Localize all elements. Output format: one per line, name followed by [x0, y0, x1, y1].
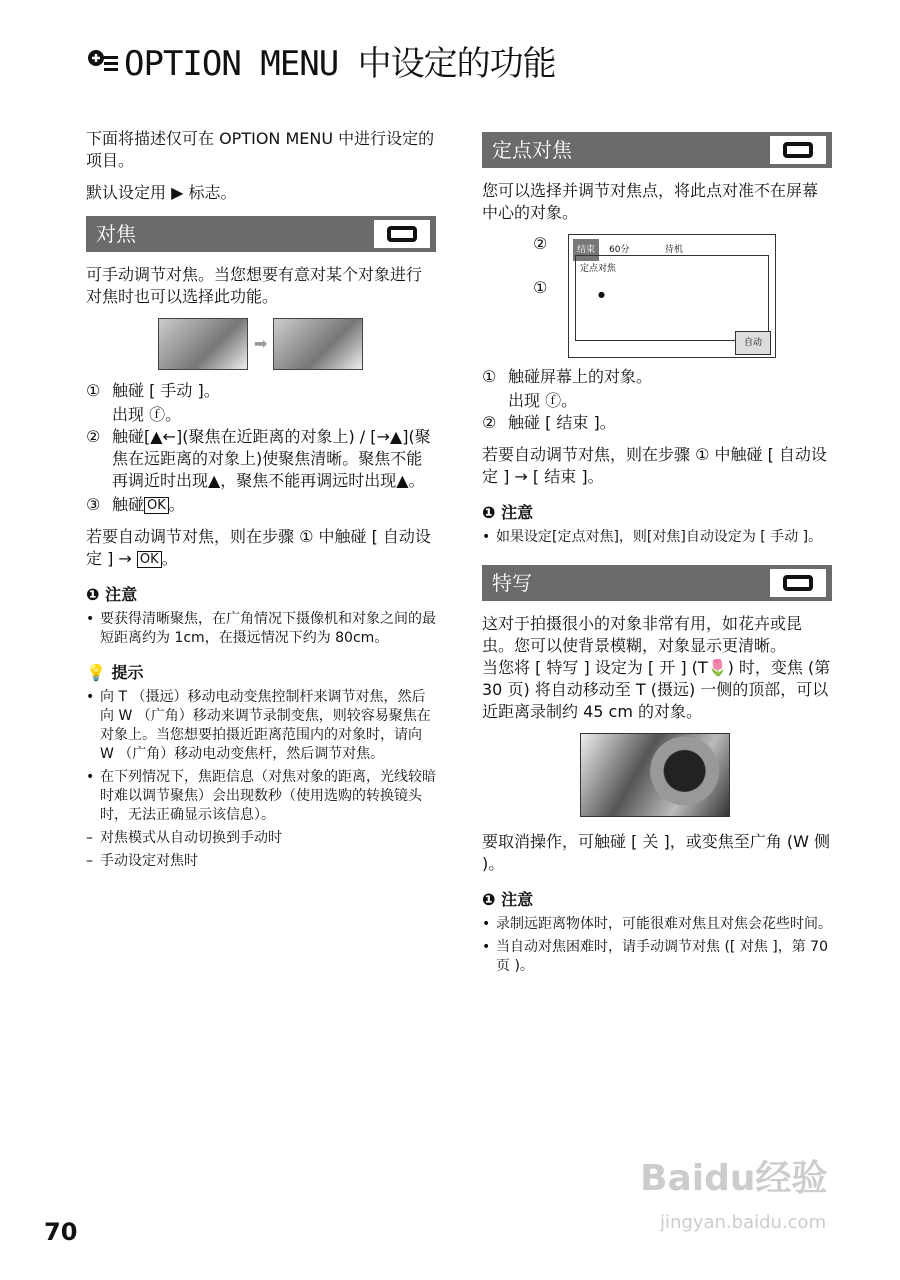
watermark-logo: Baidu经验	[640, 1158, 828, 1199]
end-button[interactable]: 结束	[573, 239, 599, 261]
note-heading: ❶ 注意	[86, 585, 138, 604]
page-title: OPTION MENU 中设定的功能	[86, 36, 556, 85]
arrow-icon: ➡	[254, 334, 268, 353]
photo-after	[273, 318, 363, 370]
ok-button[interactable]: OK	[144, 497, 169, 514]
lightbulb-icon: 💡	[86, 663, 112, 682]
ok-button[interactable]: OK	[137, 551, 162, 568]
butterfly-photo	[580, 733, 730, 817]
section-header-focus: 对焦	[86, 216, 436, 252]
camera-mode-icon	[770, 569, 826, 597]
tip-heading: 💡 提示	[86, 663, 144, 682]
section-header-tele-macro: 特写	[482, 565, 832, 601]
lcd-screen-diagram: ② ① 结束 60分 待机 定点对焦 ● 自动	[568, 234, 776, 358]
step-3: ③ 触碰 OK 。	[86, 495, 185, 514]
camera-mode-icon	[374, 220, 430, 248]
watermark-url: jingyan.baidu.com	[660, 1212, 827, 1233]
right-column: 定点对焦 您可以选择并调节对焦点，将此点对准不在屏幕中心的对象。 ② ① 结束 60分 待机 定点对焦 ● 自动 ① 触碰屏幕上的对象。 出现 ⓕ。 ② 触碰 [ 结束 ]。 若要自动调节对焦，则在步骤 ① 中触碰 [ 自动设定 ] → [ 结束 ]。 ❶ 注意 • 如果设定[定点对焦]，则[对焦]自动设定为 [ 手动 ]。 特写 这对于拍摄很小的对象非常有用，如花卉或昆虫。您可以使背景模糊，对象显示更清晰。 当您将 [ 特写 ] 设定为 [ 开 ] (T🌷) 时，变焦 (第 30 页) 将自动移动至 T (摄远) 一侧的顶部，可以近距离录制约 45 cm 的对象。 要取消操作，可触碰 [ 关 ]，或变焦至广角 (W 侧 )。 ❶ 注意 • 录制远距离物体时，可能很难对焦且对焦会花些时间。 • 当自动对焦困难时，请手动调节对焦 ([ 对焦 ]，第 70 页 )。	[482, 120, 832, 980]
section-header-spot-focus: 定点对焦	[482, 132, 832, 168]
page-number: 70	[44, 1218, 78, 1246]
option-menu-icon	[86, 46, 120, 76]
caution-icon: ❶	[482, 503, 502, 522]
caution-icon: ❶	[86, 585, 106, 604]
step-2: ② 触碰[▲←](聚焦在近距离的对象上) / [→▲](聚焦在远距离的对象上)使聚焦清晰。聚焦不能再调近时出现▲，聚焦不能再调远时出现▲。	[86, 427, 431, 490]
camera-mode-icon	[770, 136, 826, 164]
caution-icon: ❶	[482, 890, 502, 909]
focus-example-images	[158, 318, 436, 370]
left-column: 下面将描述仅可在 OPTION MENU 中进行设定的项目。 默认设定用 ▶ 标志。 对焦 可手动调节对焦。当您想要有意对某个对象进行对焦时也可以选择此功能。 ➡ ① 触碰 [ 手动 ]。 出现 ⓕ。 ② 触碰[▲←](聚焦在近距离的对象上) / [→▲](聚焦在远距离的对象上)使聚焦清晰。聚焦不能再调近时出现▲，聚焦不能再调远时出现▲。 ③ 触碰 OK 。 若要自动调节对焦，则在步骤 ① 中触碰 [ 自动设定 ] → OK 。 ❶ 注意 • 要获得清晰聚焦，在广角情况下摄像机和对象之间的最短距离约为 1cm，在摄远情况下约为 80cm。 💡 提示 • 向 T （摄远）移动电动变焦控制杆来调节对焦，然后向 W （广角）移动来调节录制变焦，则较容易聚焦在对象上。当您想要拍摄近距离范围内的对象时，请向 W （广角）移动电动变焦杆，然后调节对焦。 • 在下列情况下，焦距信息（对焦对象的距离，光线较暗时难以调节聚焦）会出现数秒（使用选购的转换镜头时，无法正确显示该信息）。 – 对焦模式从自动切换到手动时 – 手动设定对焦时	[86, 129, 436, 869]
auto-button[interactable]: 自动	[735, 331, 771, 355]
photo-before	[158, 318, 248, 370]
step-1: ① 触碰 [ 手动 ]。	[86, 381, 220, 400]
